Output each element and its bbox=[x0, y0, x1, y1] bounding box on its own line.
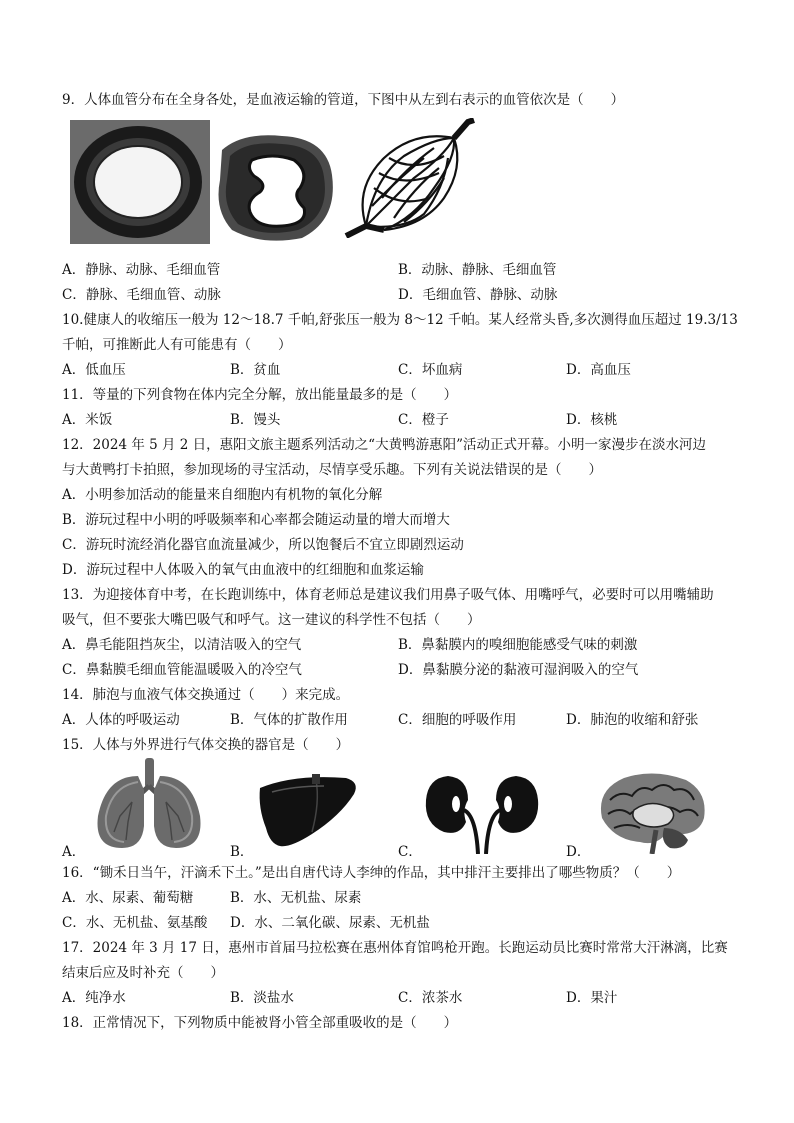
q17-option-d[interactable]: D．果汁 bbox=[566, 990, 618, 1006]
brain-image bbox=[594, 770, 710, 854]
q14-stem: 14．肺泡与血液气体交换通过（ ）来完成。 bbox=[62, 687, 350, 703]
q18-stem: 18．正常情况下，下列物质中能被肾小管全部重吸收的是（ ） bbox=[62, 1015, 458, 1031]
q9-option-b[interactable]: B．动脉、静脉、毛细血管 bbox=[398, 262, 557, 278]
q15-option-c[interactable]: C． bbox=[398, 844, 422, 860]
q11-stem: 11．等量的下列食物在体内完全分解，放出能量最多的是（ ） bbox=[62, 387, 458, 403]
q15-option-b[interactable]: B． bbox=[230, 844, 254, 860]
q14-option-d[interactable]: D．肺泡的收缩和舒张 bbox=[566, 712, 699, 728]
capillary-network-image bbox=[344, 118, 476, 238]
q16-option-a[interactable]: A．水、尿素、葡萄糖 bbox=[62, 890, 194, 906]
q11-option-a[interactable]: A．米饭 bbox=[62, 412, 113, 428]
q9-option-a[interactable]: A．静脉、动脉、毛细血管 bbox=[62, 262, 221, 278]
q16-option-c[interactable]: C．水、无机盐、氨基酸 bbox=[62, 915, 208, 931]
q14-option-a[interactable]: A．人体的呼吸运动 bbox=[62, 712, 180, 728]
vein-cross-section-image bbox=[70, 120, 210, 244]
q13-option-b[interactable]: B．鼻黏膜内的嗅细胞能感受气味的刺激 bbox=[398, 637, 638, 653]
q10-stem-line2: 千帕，可推断此人有可能患有（ ） bbox=[62, 337, 292, 353]
q11-option-c[interactable]: C．橙子 bbox=[398, 412, 449, 428]
q10-option-d[interactable]: D．高血压 bbox=[566, 362, 631, 378]
lungs-image bbox=[92, 756, 206, 852]
q13-stem-line2: 吸气，但不要张大嘴巴吸气和呼气。这一建议的科学性不包括（ ） bbox=[62, 612, 481, 628]
kidneys-image bbox=[424, 770, 540, 854]
q11-option-b[interactable]: B．馒头 bbox=[230, 412, 281, 428]
q17-stem-line1: 17．2024 年 3 月 17 日，惠州市首届马拉松赛在惠州体育馆鸣枪开跑。长跑运动员比赛时常常大汗淋漓，比赛 bbox=[62, 940, 728, 956]
q10-option-a[interactable]: A．低血压 bbox=[62, 362, 126, 378]
liver-image bbox=[254, 772, 362, 852]
q16-option-b[interactable]: B．水、无机盐、尿素 bbox=[230, 890, 362, 906]
q12-option-a[interactable]: A．小明参加活动的能量来自细胞内有机物的氧化分解 bbox=[62, 487, 383, 503]
q14-option-c[interactable]: C．细胞的呼吸作用 bbox=[398, 712, 517, 728]
q10-stem-line1: 10.健康人的收缩压一般为 12～18.7 千帕,舒张压一般为 8～12 千帕。某人经常头昏,多次测得血压超过 19.3/13 bbox=[62, 312, 738, 328]
q13-option-c[interactable]: C．鼻黏膜毛细血管能温暖吸入的冷空气 bbox=[62, 662, 302, 678]
q12-stem-line2: 与大黄鸭打卡拍照，参加现场的寻宝活动，尽情享受乐趣。下列有关说法错误的是（ ） bbox=[62, 462, 602, 478]
q16-stem: 16．“锄禾日当午，汗滴禾下土。”是出自唐代诗人李绅的作品，其中排汗主要排出了哪些物质？（ ） bbox=[62, 865, 681, 881]
q15-stem: 15．人体与外界进行气体交换的器官是（ ） bbox=[62, 737, 350, 753]
q9-option-d[interactable]: D．毛细血管、静脉、动脉 bbox=[398, 287, 558, 303]
q9-option-c[interactable]: C．静脉、毛细血管、动脉 bbox=[62, 287, 221, 303]
q13-option-a[interactable]: A．鼻毛能阻挡灰尘，以清洁吸入的空气 bbox=[62, 637, 302, 653]
q17-stem-line2: 结束后应及时补充（ ） bbox=[62, 965, 224, 981]
q12-option-c[interactable]: C．游玩时流经消化器官血流量减少，所以饱餐后不宜立即剧烈运动 bbox=[62, 537, 464, 553]
q11-option-d[interactable]: D．核桃 bbox=[566, 412, 618, 428]
q12-stem-line1: 12．2024 年 5 月 2 日，惠阳文旅主题系列活动之“大黄鸭游惠阳”活动正式开幕。小明一家漫步在淡水河边 bbox=[62, 437, 706, 453]
q9-stem: 9．人体血管分布在全身各处，是血液运输的管道，下图中从左到右表示的血管依次是（ ） bbox=[62, 92, 625, 108]
q10-option-c[interactable]: C．坏血病 bbox=[398, 362, 463, 378]
q13-stem-line1: 13．为迎接体育中考，在长跑训练中，体育老师总是建议我们用鼻子吸气体、用嘴呼气，必要时可以用嘴辅助 bbox=[62, 587, 714, 603]
q17-option-c[interactable]: C．浓茶水 bbox=[398, 990, 463, 1006]
q10-option-b[interactable]: B．贫血 bbox=[230, 362, 281, 378]
q13-option-d[interactable]: D．鼻黏膜分泌的黏液可湿润吸入的空气 bbox=[398, 662, 639, 678]
q17-option-a[interactable]: A．纯净水 bbox=[62, 990, 126, 1006]
q17-option-b[interactable]: B．淡盐水 bbox=[230, 990, 294, 1006]
q16-option-d[interactable]: D．水、二氧化碳、尿素、无机盐 bbox=[230, 915, 430, 931]
q14-option-b[interactable]: B．气体的扩散作用 bbox=[230, 712, 348, 728]
q12-option-d[interactable]: D．游玩过程中人体吸入的氧气由血液中的红细胞和血浆运输 bbox=[62, 562, 424, 578]
q15-option-a[interactable]: A． bbox=[62, 844, 86, 860]
q15-option-d[interactable]: D． bbox=[566, 844, 591, 860]
artery-cross-section-image bbox=[212, 130, 340, 245]
q12-option-b[interactable]: B．游玩过程中小明的呼吸频率和心率都会随运动量的增大而增大 bbox=[62, 512, 450, 528]
